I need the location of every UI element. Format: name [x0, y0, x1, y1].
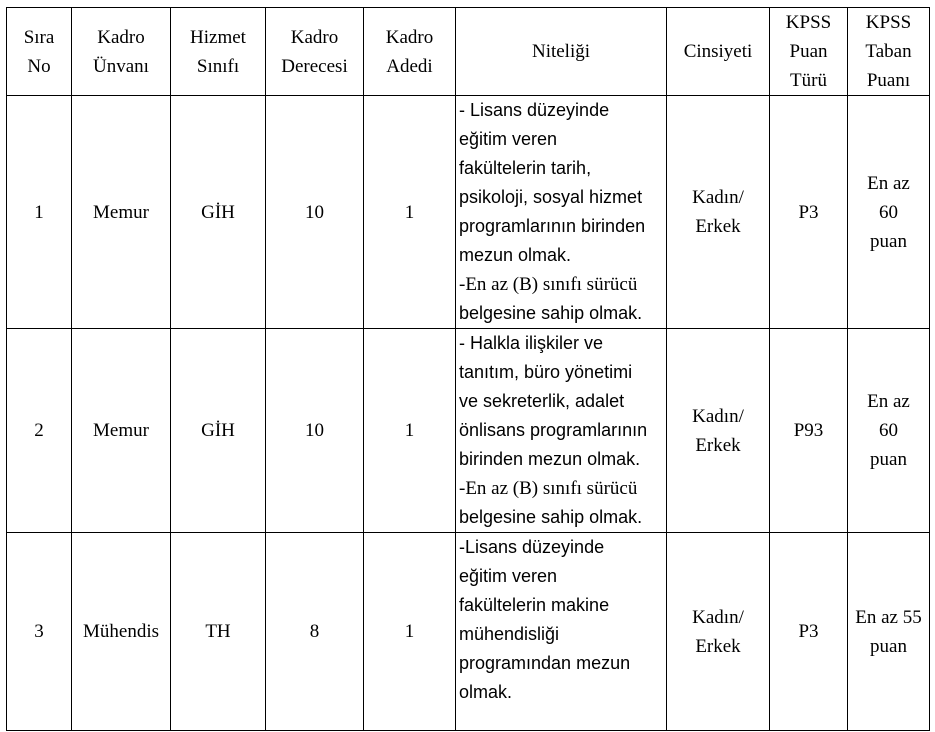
cell-niteligi: [456, 329, 667, 533]
cell-kpss-taban-puani: En az 60 puan: [848, 329, 930, 533]
niteligi-line: ve sekreterlik, adalet: [459, 391, 625, 411]
niteligi-line: psikoloji, sosyal hizmet: [459, 187, 643, 207]
niteligi-line: mezun olmak.: [459, 245, 572, 265]
niteligi-line: olmak.: [459, 682, 513, 702]
niteligi-line: eğitim veren: [459, 566, 558, 586]
niteligi-line: programlarının birinden: [459, 216, 646, 236]
header-kadro-unvani: Kadro Ünvanı: [72, 8, 171, 96]
header-hizmet-sinifi: Hizmet Sınıfı: [171, 8, 266, 96]
cell-kadro-unvani: Memur: [72, 329, 171, 533]
cell-kadro-adedi: 1: [364, 329, 456, 533]
header-row: [7, 8, 930, 96]
cell-kpss-puan-turu: P3: [770, 533, 848, 731]
niteligi-line: -En az (B) sınıfı sürücü: [459, 478, 638, 499]
cell-kadro-derecesi: 10: [266, 96, 364, 329]
cell-kadro-unvani: Mühendis: [72, 533, 171, 731]
niteligi-line: tanıtım, büro yönetimi: [459, 362, 633, 382]
header-kpss-puan-turu: KPSS Puan Türü: [770, 8, 848, 96]
table-row: [7, 533, 930, 731]
cell-hizmet-sinifi: GİH: [171, 329, 266, 533]
niteligi-line: birinden mezun olmak.: [459, 449, 641, 469]
cell-kadro-adedi: 1: [364, 533, 456, 731]
header-cinsiyeti: Cinsiyeti: [667, 8, 770, 96]
table-row: [7, 96, 930, 329]
niteligi-line: -En az (B) sınıfı sürücü: [459, 274, 638, 295]
niteligi-line: önlisans programlarının: [459, 420, 648, 440]
cell-kpss-taban-puani: En az 60 puan: [848, 96, 930, 329]
cell-niteligi: [456, 96, 667, 329]
cell-sira-no: 3: [7, 533, 72, 731]
cell-kadro-derecesi: 10: [266, 329, 364, 533]
cell-cinsiyeti: Kadın/ Erkek: [667, 533, 770, 731]
cell-cinsiyeti: Kadın/ Erkek: [667, 96, 770, 329]
cell-kadro-adedi: 1: [364, 96, 456, 329]
niteligi-line: fakültelerin tarih,: [459, 158, 592, 178]
cell-hizmet-sinifi: GİH: [171, 96, 266, 329]
cell-kpss-puan-turu: P3: [770, 96, 848, 329]
niteligi-line: - Lisans düzeyinde: [459, 100, 610, 120]
cell-sira-no: 2: [7, 329, 72, 533]
niteligi-line: - Halkla ilişkiler ve: [459, 333, 604, 353]
header-sira-no: Sıra No: [7, 8, 72, 96]
niteligi-line: mühendisliği: [459, 624, 560, 644]
header-kadro-adedi: Kadro Adedi: [364, 8, 456, 96]
cell-kadro-derecesi: 8: [266, 533, 364, 731]
header-kadro-derecesi: Kadro Derecesi: [266, 8, 364, 96]
niteligi-line: -Lisans düzeyinde: [459, 537, 605, 557]
cell-sira-no: 1: [7, 96, 72, 329]
niteligi-line: programından mezun: [459, 653, 631, 673]
cell-kpss-taban-puani: En az 55 puan: [848, 533, 930, 731]
header-kpss-taban-puani: KPSS Taban Puanı: [848, 8, 930, 96]
niteligi-line: eğitim veren: [459, 129, 558, 149]
kadro-table: [6, 7, 930, 731]
header-niteligi: Niteliği: [456, 8, 667, 96]
cell-kpss-puan-turu: P93: [770, 329, 848, 533]
cell-kadro-unvani: Memur: [72, 96, 171, 329]
niteligi-line: belgesine sahip olmak.: [459, 303, 643, 323]
niteligi-line: fakültelerin makine: [459, 595, 610, 615]
cell-hizmet-sinifi: TH: [171, 533, 266, 731]
niteligi-line: belgesine sahip olmak.: [459, 507, 643, 527]
cell-niteligi: [456, 533, 667, 731]
table-row: [7, 329, 930, 533]
cell-cinsiyeti: Kadın/ Erkek: [667, 329, 770, 533]
